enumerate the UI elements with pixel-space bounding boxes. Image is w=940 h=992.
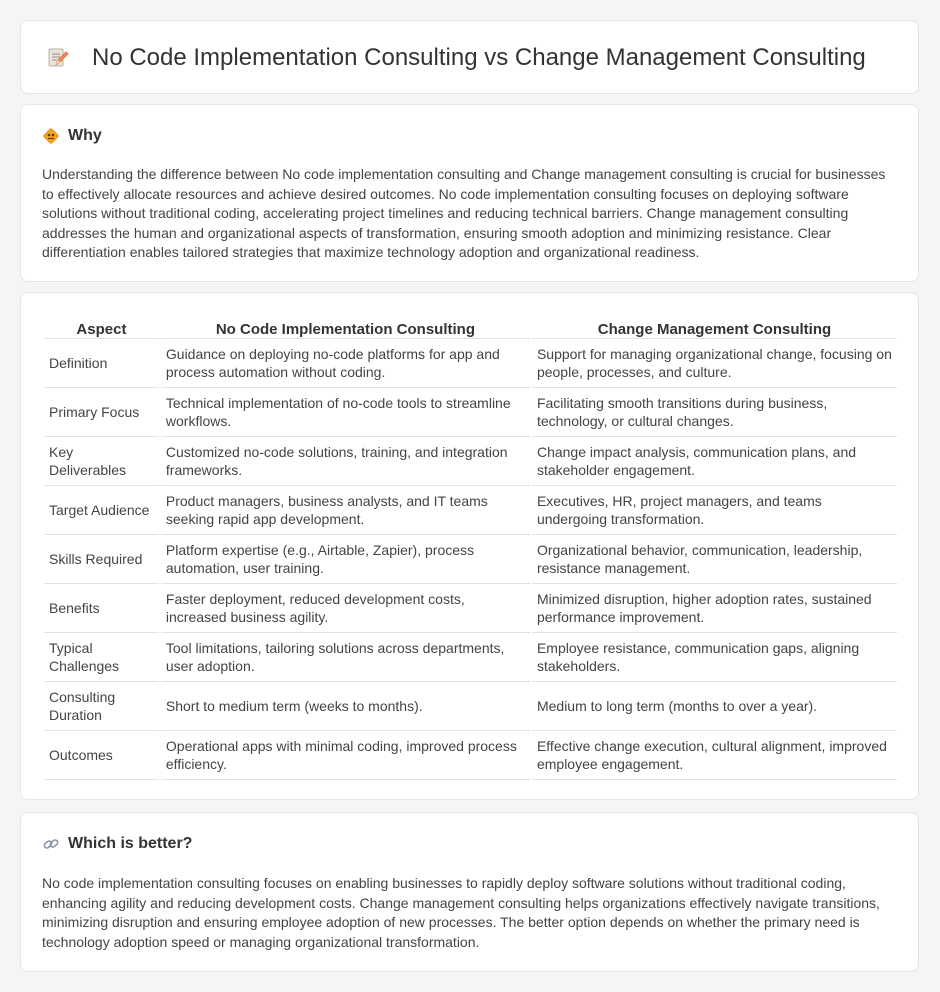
change-mgmt-cell: Support for managing organizational change, focusing on people, processes, and culture. [532,339,897,388]
why-section [20,104,919,282]
comparison-table [42,315,899,780]
table-row [44,535,897,584]
change-mgmt-cell: Organizational behavior, communication, leadership, resistance management. [532,535,897,584]
change-mgmt-cell: Employee resistance, communication gaps, aligning stakeholders. [532,633,897,682]
why-heading-row [42,127,102,145]
change-mgmt-cell: Effective change execution, cultural alignment, improved employee engagement. [532,731,897,780]
why-text: Understanding the difference between No code implementation consulting and Change management consulting is crucial for businesses to effectively allocate resources and achieve desired outcomes. No code implementation consulting focuses on deploying software solutions without traditional coding, accelerating project timelines and reducing technical barriers. Change management consulting addresses the human and organizational aspects of transformation, ensuring smooth adoption and minimizing resistance. Clear differentiation enables tailored strategies that maximize technology adoption and organizational readiness. [42,166,886,261]
table-row [44,584,897,633]
table-row [44,682,897,731]
aspect-cell: Key Deliverables [44,437,159,486]
which-is-better-section [20,812,919,972]
table-row [44,339,897,388]
no-code-cell: Operational apps with minimal coding, improved process efficiency. [161,731,530,780]
no-code-cell: Faster deployment, reduced development costs, increased business agility. [161,584,530,633]
aspect-cell: Typical Challenges [44,633,159,682]
aspect-cell: Primary Focus [44,388,159,437]
link-icon [42,835,60,853]
change-mgmt-cell: Medium to long term (months to over a year). [532,682,897,731]
aspect-cell: Consulting Duration [44,682,159,731]
no-code-cell: Technical implementation of no-code tools to streamline workflows. [161,388,530,437]
diamond-sign-icon [42,127,60,145]
change-mgmt-cell: Executives, HR, project managers, and teams undergoing transformation. [532,486,897,535]
pencil-document-icon [47,46,69,68]
better-heading: Which is better? [68,835,193,852]
change-mgmt-cell: Minimized disruption, higher adoption rates, sustained performance improvement. [532,584,897,633]
table-row [44,486,897,535]
table-row [44,731,897,780]
better-heading-row [42,835,192,853]
no-code-cell: Product managers, business analysts, and IT teams seeking rapid app development. [161,486,530,535]
table-row [44,437,897,486]
aspect-cell: Definition [44,339,159,388]
comparison-table-card [20,292,919,800]
no-code-cell: Short to medium term (weeks to months). [161,682,530,731]
no-code-cell: Guidance on deploying no-code platforms for app and process automation without coding. [161,339,530,388]
no-code-cell: Platform expertise (e.g., Airtable, Zapier), process automation, user training. [161,535,530,584]
better-text: No code implementation consulting focuses on enabling businesses to rapidly deploy software solutions without traditional coding, enhancing agility and reducing development costs. Change management consulting helps organizations effectively navigate transitions, minimizing disruption and ensuring employee adoption of new processes. The better option depends on whether the primary need is technology adoption speed or managing organizational transformation. [42,875,880,950]
aspect-cell: Benefits [44,584,159,633]
aspect-cell: Target Audience [44,486,159,535]
table-row [44,633,897,682]
no-code-cell: Tool limitations, tailoring solutions across departments, user adoption. [161,633,530,682]
header-no-code: No Code Implementation Consulting [161,315,530,339]
aspect-cell: Skills Required [44,535,159,584]
why-heading: Why [68,127,102,144]
aspect-cell: Outcomes [44,731,159,780]
change-mgmt-cell: Change impact analysis, communication plans, and stakeholder engagement. [532,437,897,486]
header-aspect: Aspect [44,315,159,339]
change-mgmt-cell: Facilitating smooth transitions during business, technology, or cultural changes. [532,388,897,437]
no-code-cell: Customized no-code solutions, training, and integration frameworks. [161,437,530,486]
header-change-mgmt: Change Management Consulting [532,315,897,339]
table-header-row [44,315,897,339]
title-card [20,20,919,94]
table-row [44,388,897,437]
page-title: No Code Implementation Consulting vs Change Management Consulting [92,44,866,71]
